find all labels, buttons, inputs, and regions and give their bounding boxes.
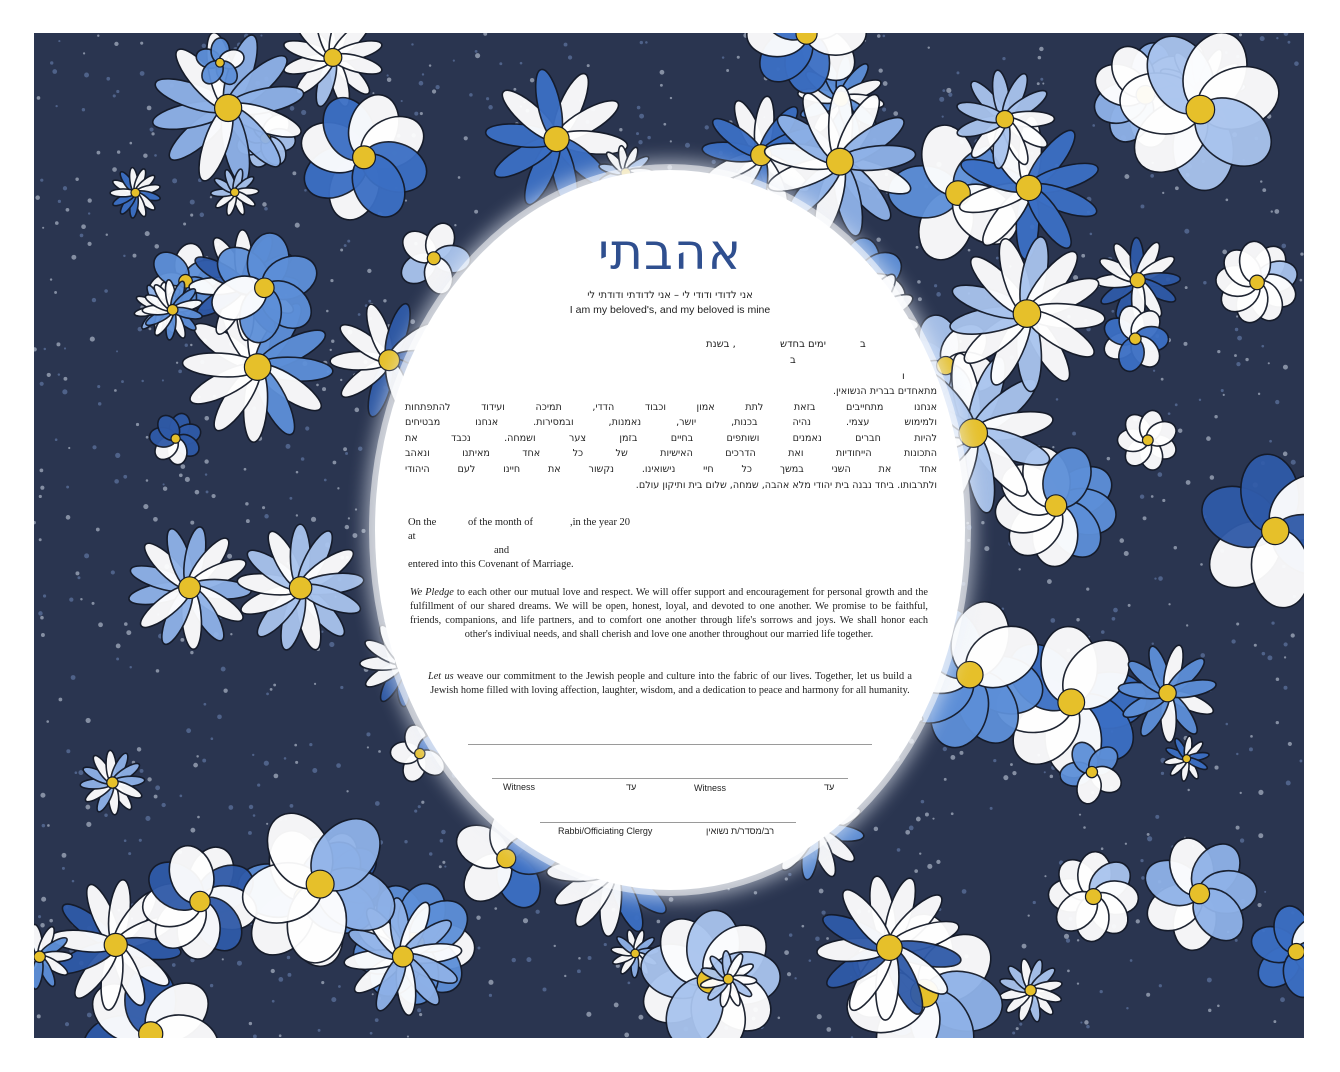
hebrew-body-line: מתאחדים בברית הנשואין. bbox=[832, 386, 937, 397]
hebrew-body-line: ולתרבותו. ביחד נבנה בית יהודי מלא אהבה, שמחה, שלום בית ותיקון עולם. bbox=[635, 479, 937, 491]
hebrew-body-line: להיות חברים נאמנים ושותפים בחיים בזמן צער ושמחה. נכבד את bbox=[405, 432, 937, 444]
rabbi-hebrew-label: רב/מסדר/ת נשואין bbox=[706, 826, 775, 836]
subtitle-hebrew: אני לדודי ודודי לי – אני לדודתי ודודתי לי bbox=[587, 290, 753, 301]
signature-line-rabbi bbox=[540, 822, 796, 823]
flower-icon bbox=[998, 958, 1063, 1023]
hebrew-body bbox=[405, 384, 937, 493]
signature-line-witnesses bbox=[492, 778, 848, 779]
form-and: and bbox=[494, 545, 510, 556]
commitment-text: weave our commitment to the Jewish people and culture into the fabric of our lives. Together, let us build a Jewish home filled with loving affection, laughter, wisdom, and a dedication to peace and harmony for all humanity. bbox=[430, 671, 912, 696]
form-on-the: On the bbox=[408, 517, 437, 528]
pledge-text: to each other our mutual love and respect. We will offer support and encouragement for personal growth and the fulfillment of our shared dreams. We will be open, honest, loyal, and devoted to one another. We promise to be faithful, friends, companions, and life partners, and to comfort one another through life's sorrows and joys. We shall honor each other's indiviual needs, and shall cherish and love one another throughout our married life together. bbox=[410, 587, 928, 640]
hebrew-body-line: אחד את השני במשך כל חיי נישואינו. נקשור את חיינו לעם היהודי bbox=[405, 463, 937, 475]
hebrew-body-line: התכונות הייחודיות ואת הדרכים האישיות של כל אחד מאיתנו ונאהב bbox=[405, 448, 937, 460]
witness1-hebrew-label: עד bbox=[626, 782, 637, 792]
form-in-the-year: ,in the year 20 bbox=[570, 517, 631, 528]
flower-icon bbox=[1048, 851, 1140, 943]
pledge-paragraph bbox=[410, 586, 928, 642]
rabbi-label: Rabbi/Officiating Clergy bbox=[558, 826, 653, 836]
witness1-label: Witness bbox=[503, 782, 536, 792]
page-title: אהבתי bbox=[597, 223, 743, 281]
pledge-lead: We Pledge bbox=[410, 587, 454, 598]
signature-line-top bbox=[468, 744, 872, 745]
form-entered: entered into this Covenant of Marriage. bbox=[408, 559, 574, 570]
hebrew-form-year: , בשנת bbox=[706, 339, 736, 350]
commitment-paragraph bbox=[428, 670, 912, 698]
commitment-lead: Let us bbox=[428, 671, 454, 682]
hebrew-form-b: ב bbox=[860, 339, 866, 350]
witness2-label: Witness bbox=[694, 783, 727, 793]
hebrew-form-days: ימים בחדש bbox=[780, 339, 826, 350]
witness2-hebrew-label: עד bbox=[824, 782, 835, 792]
hebrew-body-line: ולמימוש עצמי. נהיה בכנות, יושר, נאמנות, ובמסירות. אנחנו מבטיחים bbox=[405, 417, 937, 429]
subtitle-english: I am my beloved's, and my beloved is mine bbox=[569, 304, 771, 316]
hebrew-form-v: ו bbox=[902, 371, 905, 382]
hebrew-body-line: אנחנו מתחייבים בזאת לתת אמון וכבוד הדדי, תמיכה ועידוד להתפתחות bbox=[405, 401, 937, 413]
hebrew-form-b2: ב bbox=[790, 355, 796, 366]
form-at: at bbox=[408, 531, 416, 542]
form-of-the-month: of the month of bbox=[468, 517, 534, 528]
